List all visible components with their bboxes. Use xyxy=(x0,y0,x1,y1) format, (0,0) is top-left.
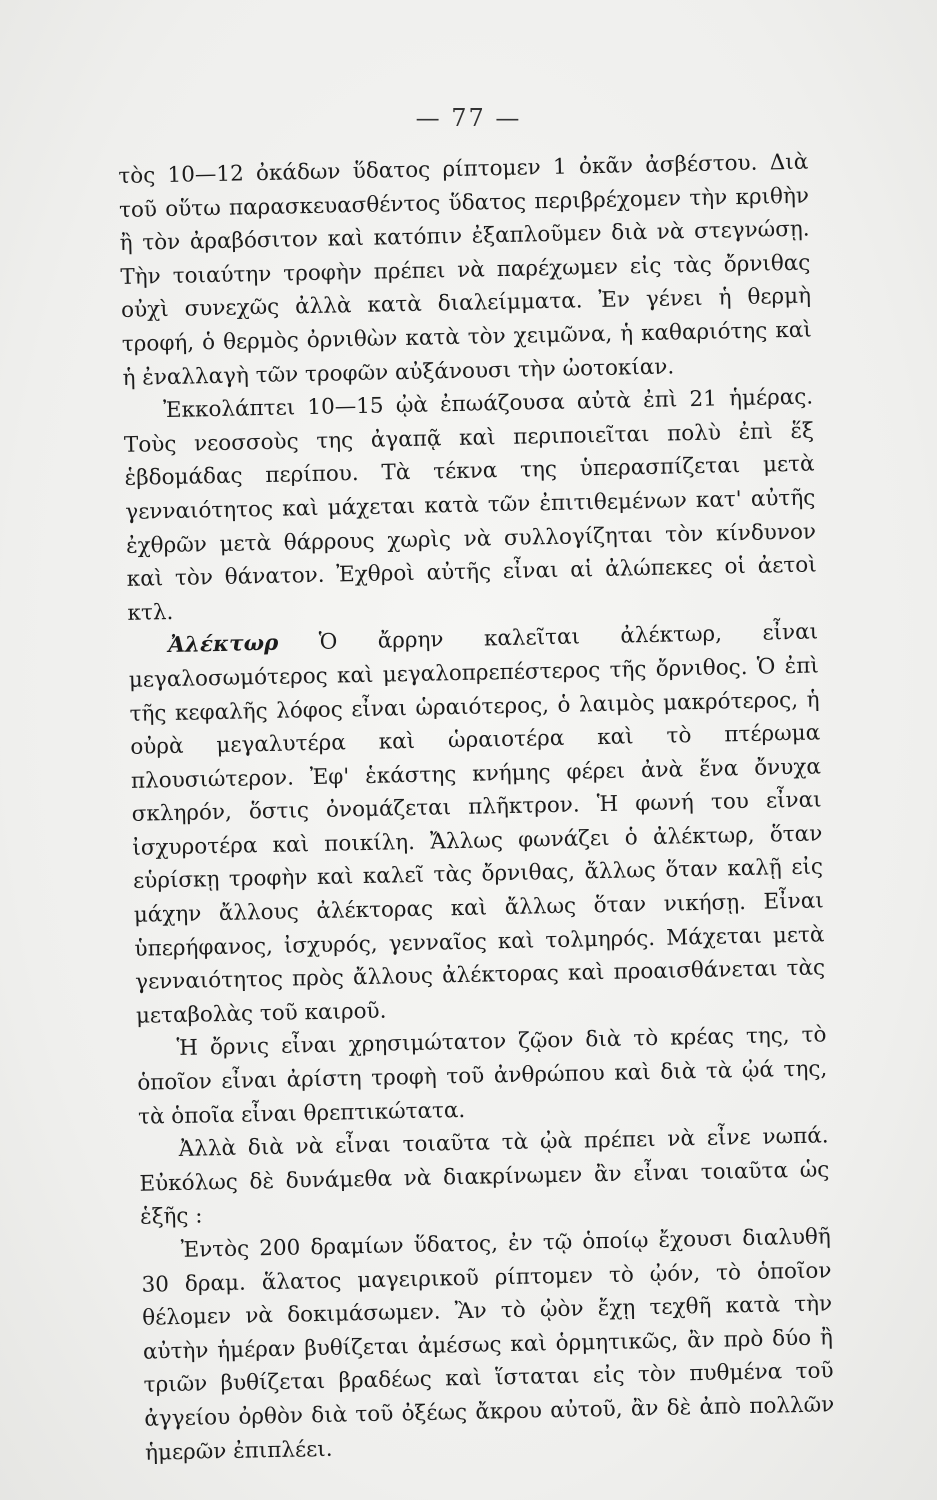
page-number: — 77 — xyxy=(415,104,522,132)
paragraph-rooster-text: Ὁ ἄρρην καλεῖται ἀλέκτωρ, εἶναι μεγαλοσωμότερος καὶ μεγαλοπρεπέστερος τῆς ὄρνιθος. Ὁ ἐπὶ τῆς κεφαλῆς λόφος εἶναι ὡραιότερος, ὁ λαιμὸς μακρότερος, ἡ οὐρὰ μεγαλυτέρα καὶ ὡραιοτέρα καὶ τὸ πτέρωμα πλουσιώτερον. Ἐφ' ἑκάστης κνήμης φέρει ἀνὰ ἕνα ὄνυχα σκληρόν, ὅστις ὀνομάζεται πλῆκτρον. Ἡ φωνή του εἶναι ἰσχυροτέρα καὶ ποικίλη. Ἄλλως φωνάζει ὁ ἀλέκτωρ, ὅταν εὑρίσκῃ τροφὴν καὶ καλεῖ τὰς ὄρνιθας, ἄλλως ὅταν καλῇ εἰς μάχην ἄλλους ἀλέκτορας καὶ ἄλλως ὅταν νικήσῃ. Εἶναι ὑπερήφανος, ἰσχυρός, γενναῖος καὶ τολμηρός. Μάχεται μετὰ γενναιότητος πρὸς ἄλλους ἀλέκτορας καὶ προαισθάνεται τὰς μεταβολὰς τοῦ καιροῦ. xyxy=(128,619,826,1029)
paragraph-freshness: Ἀλλὰ διὰ νὰ εἶναι τοιαῦτα τὰ ᾠὰ πρέπει νὰ εἶνε νωπά. Εὐκόλως δὲ δυνάμεθα νὰ διακρίνωμεν ἂν εἶναι τοιαῦτα ὡς ἑξῆς : xyxy=(139,1123,830,1231)
body-text xyxy=(118,146,835,1470)
paragraph-egg-test: Ἐντὸς 200 δραμίων ὕδατος, ἐν τῷ ὁποίῳ ἔχουσι διαλυθῆ 30 δραμ. ἅλατος μαγειρικοῦ ρίπτομεν τὸ ᾠόν, τὸ ὁποῖον θέλομεν νὰ δοκιμάσωμεν. Ἂν τὸ ᾠὸν ἔχῃ τεχθῆ κατὰ τὴν αὐτὴν ἡμέραν βυθίζεται ἀμέσως καὶ ὁρμητικῶς, ἂν πρὸ δύο ἢ τριῶν βυθίζεται βραδέως καὶ ἵσταται εἰς τὸν πυθμένα τοῦ ἀγγείου ὀρθὸν διὰ τοῦ ὀξέως ἄκρου αὐτοῦ, ἂν δὲ ἀπὸ πολλῶν ἡμερῶν ἐπιπλέει. xyxy=(141,1224,835,1466)
paragraph-continuation: τὸς 10—12 ὀκάδων ὕδατος ρίπτομεν 1 ὀκᾶν ἀσβέστου. Διὰ τοῦ οὕτω παρασκευασθέντος ὕδατος περιβρέχομεν τὴν κριθὴν ἢ τὸν ἀραβόσιτον καὶ κατόπιν ἐξαπλοῦμεν διὰ νὰ στεγνώσῃ. Τὴν τοιαύτην τροφὴν πρέπει νὰ παρέχωμεν εἰς τὰς ὄρνιθας οὐχὶ συνεχῶς ἀλλὰ κατὰ διαλείμματα. Ἐν γένει ἡ θερμὴ τροφή, ὁ θερμὸς ὀρνιθὼν κατὰ τὸν χειμῶνα, ἡ καθαριότης καὶ ἡ ἐναλλαγὴ τῶν τροφῶν αὐξάνουσι τὴν ὠοτοκίαν. xyxy=(118,149,812,391)
paragraph-rooster xyxy=(128,616,826,1033)
section-term: Ἀλέκτωρ xyxy=(167,631,279,659)
paragraph-usefulness: Ἡ ὄρνις εἶναι χρησιμώτατον ζῷον διὰ τὸ κρέας της, τὸ ὁποῖον εἶναι ἀρίστη τροφὴ τοῦ ἀνθρώπου καὶ διὰ τὰ ᾠά της, τὰ ὁποῖα εἶναι θρεπτικώτατα. xyxy=(137,1022,828,1130)
paragraph-incubation: Ἐκκολάπτει 10—15 ᾠὰ ἐπωάζουσα αὐτὰ ἐπὶ 21 ἡμέρας. Τοὺς νεοσσοὺς της ἀγαπᾷ καὶ περιποιεῖται πολὺ ἐπὶ ἕξ ἑβδομάδας περίπου. Τὰ τέκνα της ὑπερασπίζεται μετὰ γενναιότητος καὶ μάχεται κατὰ τῶν ἐπιτιθεμένων κατ' αὐτῆς ἐχθρῶν μετὰ θάρρους χωρὶς νὰ συλλογίζηται τὸν κίνδυνον καὶ τὸν θάνατον. Ἐχθροὶ αὐτῆς εἶναι αἱ ἀλώπεκες οἱ ἀετοὶ κτλ. xyxy=(123,384,817,626)
